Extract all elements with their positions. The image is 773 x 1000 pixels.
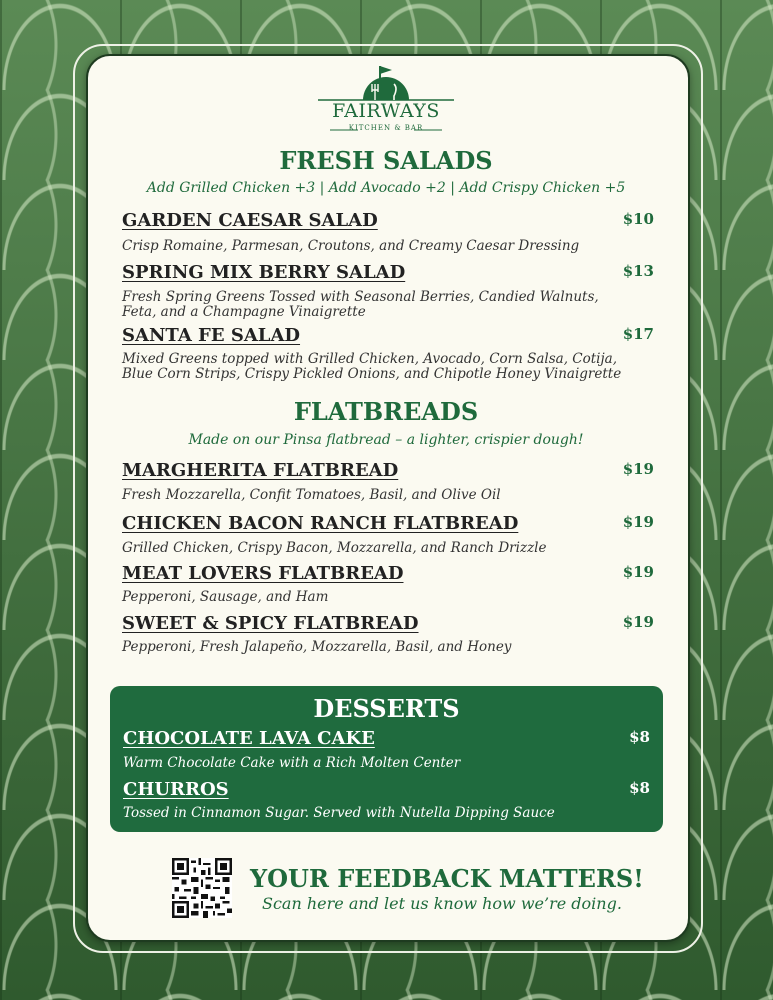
- menu-item-desc: Tossed in Cinnamon Sugar. Served with Nutella Dipping Sauce: [123, 805, 555, 821]
- menu-item-price: $19: [622, 613, 654, 631]
- menu-item-name: MEAT LOVERS FLATBREAD: [122, 563, 404, 584]
- menu-item-desc-line1: Fresh Spring Greens Tossed with Seasonal Berries, Candied Walnuts,: [122, 289, 599, 305]
- flatbreads-note: Made on our Pinsa flatbread – a lighter, crispier dough!: [188, 432, 584, 448]
- menu-item-desc: Grilled Chicken, Crispy Bacon, Mozzarella, and Ranch Drizzle: [122, 540, 547, 556]
- desserts-panel: [110, 686, 663, 832]
- menu-item-name: SPRING MIX BERRY SALAD: [122, 262, 406, 283]
- qr-code-icon[interactable]: [172, 858, 232, 918]
- menu-item-name: CHICKEN BACON RANCH FLATBREAD: [122, 513, 519, 534]
- brand-tagline: KITCHEN & BAR: [348, 124, 424, 132]
- menu-item-desc: Crisp Romaine, Parmesan, Croutons, and Creamy Caesar Dressing: [122, 238, 580, 254]
- menu-item-price: $19: [622, 563, 654, 581]
- menu-item-price: $10: [622, 210, 654, 228]
- flatbreads-title: FLATBREADS: [293, 397, 479, 426]
- menu-item-price: $8: [629, 728, 650, 746]
- menu-item-desc: Fresh Mozzarella, Confit Tomatoes, Basil, and Olive Oil: [122, 487, 501, 503]
- menu-item-price: $8: [629, 779, 650, 797]
- menu-item-name: CHURROS: [123, 779, 229, 800]
- menu-item-desc: Pepperoni, Sausage, and Ham: [122, 589, 329, 605]
- menu-item-price: $13: [622, 262, 654, 280]
- menu-item-name: GARDEN CAESAR SALAD: [122, 210, 378, 231]
- salads-addons-note: Add Grilled Chicken +3 | Add Avocado +2 | Add Crispy Chicken +5: [146, 180, 626, 196]
- feedback-subtitle: Scan here and let us know how we’re doing.: [262, 894, 622, 913]
- brand-name: FAIRWAYS: [332, 100, 440, 122]
- feedback-title: YOUR FEEDBACK MATTERS!: [250, 864, 644, 893]
- menu-item-name: MARGHERITA FLATBREAD: [122, 460, 399, 481]
- menu-item-price: $17: [622, 325, 654, 343]
- golf-flag-fork-knife-icon: [318, 60, 454, 134]
- desserts-title: DESSERTS: [313, 694, 460, 723]
- menu-item-desc: Pepperoni, Fresh Jalapeño, Mozzarella, Basil, and Honey: [122, 639, 512, 655]
- salads-title: FRESH SALADS: [279, 146, 493, 175]
- menu-item-desc-line1: Mixed Greens topped with Grilled Chicken, Avocado, Corn Salsa, Cotija,: [122, 351, 618, 367]
- logo: [318, 60, 454, 134]
- menu-item-desc: Warm Chocolate Cake with a Rich Molten Center: [123, 755, 461, 771]
- menu-item-desc-line2: Blue Corn Strips, Crispy Pickled Onions, and Chipotle Honey Vinaigrette: [122, 366, 622, 382]
- menu-item-name: CHOCOLATE LAVA CAKE: [123, 728, 375, 749]
- menu-item-name: SANTA FE SALAD: [122, 325, 301, 346]
- menu-item-desc-line2: Feta, and a Champagne Vinaigrette: [122, 304, 366, 320]
- menu-item-name: SWEET & SPICY FLATBREAD: [122, 613, 419, 634]
- menu-item-price: $19: [622, 513, 654, 531]
- menu-item-price: $19: [622, 460, 654, 478]
